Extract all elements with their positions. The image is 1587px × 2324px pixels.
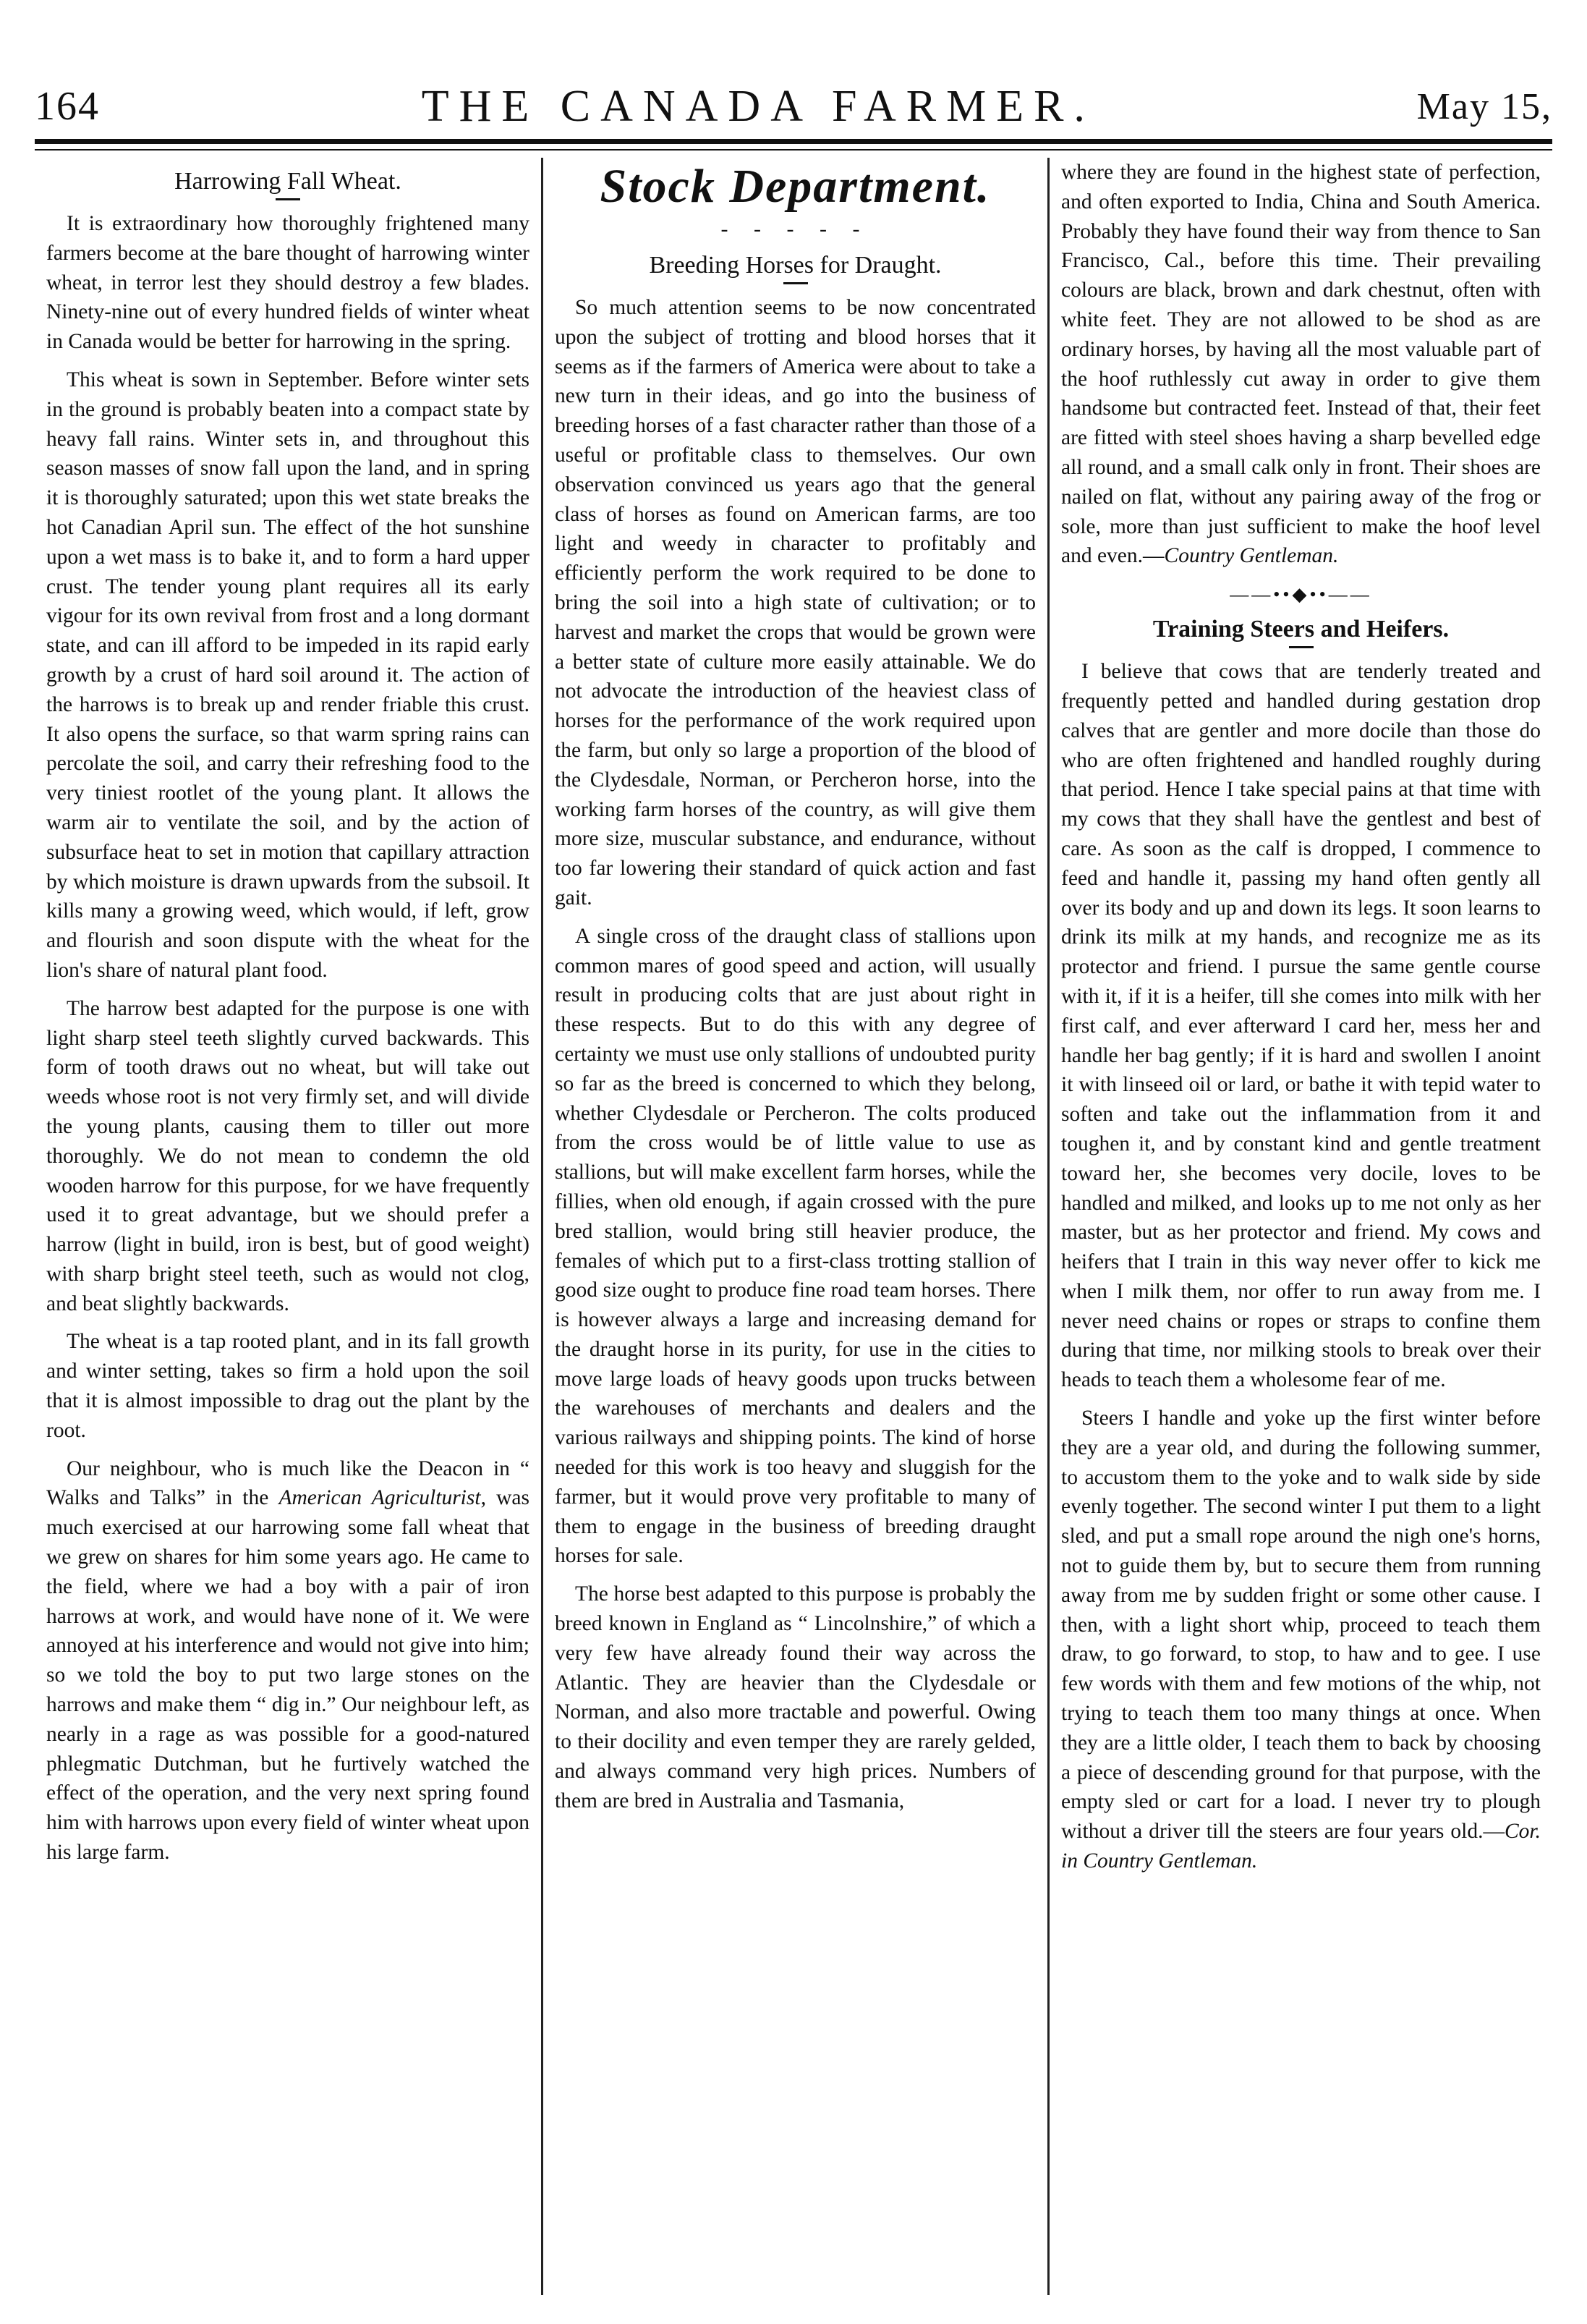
header-rule-thin — [35, 149, 1552, 150]
paragraph — [1061, 1404, 1541, 1876]
publication-title: THE CANADA FARMER. — [421, 81, 1095, 131]
paragraph — [46, 1454, 529, 1867]
paragraph: The harrow best adapted for the purpose is one with light sharp steel teeth slightly curved backwards. This form of tooth draws out no wheat, but will take out weeds whose root is not very firmly set, and will divide the young plants, causing them to tiller out more thoroughly. We do not mean to condemn the old wooden harrow for this purpose, for we have frequently used it to great advantage, but we should prefer a harrow (light in build, iron is best, but of good weight) with sharp bright steel teeth, such as would not clog, and beat slightly backwards. — [46, 996, 529, 1315]
source-credit: Cor. in Country Gentleman. — [1061, 1820, 1541, 1873]
page-header — [35, 67, 1552, 146]
paragraph: It is extraordinary how thoroughly frightened many farmers become at the bare thought of harrowing winter wheat, in terror lest they should destroy a few blades. Ninety-nine out of every hundred fields of winter wheat in Canada would be better for harrowing in the spring. — [46, 212, 529, 354]
title-dash — [1289, 646, 1314, 648]
issue-date-tail: 5, — [1520, 85, 1552, 127]
article-title-training: Training Steers and Heifers. — [1152, 616, 1450, 643]
text-run: Steers I handle and yoke up the first winter before they are a year old, and during the following summer, to accustom them to the yoke and to walk side by side evenly together. The second winter I put them to a light sled, and put a small rope around the nigh one's horns, not to guide them by, but to secure them from running away from me by sudden fright or some other cause. I then, with a light short whip, proceed to teach them draw, to go forward, to stop, to haw and to gee. I use few words with them and few motions of the whip, not trying to teach them too many things at once. When they are a little older, I teach them to back by choosing a piece of descending ground for that purpose, with the empty sled or cart for a load. I never try to plough without a driver till the steers are four years old.— — [1061, 1407, 1541, 1844]
article-title-breeding: Breeding Horses for Draught. — [649, 252, 942, 279]
article-title-harrowing: Harrowing Fall Wheat. — [174, 168, 401, 195]
publication-name: American Agriculturist — [278, 1486, 481, 1510]
section-ornament: ——••◆••—— — [1230, 584, 1372, 606]
paragraph: A single cross of the draught class of stallions upon common mares of good speed and action, will usually result in producing colts that are just about right in these respects. But to do this with any degree of certainty we must use only stallions of undoubted purity so far as the breed is concerned to which they belong, whether Clydesdale or Percheron. The colts produced from the cross would be of little value to use as stallions, but will make excellent farm horses, while the fillies, when old enough, if again crossed with the pure bred stallion, would bring still heavier produce, the females of which put to a first-class trotting stallion of good size ought to produce fine road team horses. There is however always a large and increasing demand for the draught horse in its purity, for use in the cities to move large loads of heavy goods upon trucks between the warehouses of merchants and dealers and the various railways and shipping points. The kind of horse needed for this work is too heavy and sluggish for the farmer, but it would prove very profitable to many of them to engage in the business of breeding draught horses for sale. — [555, 924, 1036, 1568]
paragraph: So much attention seems to be now concentrated upon the subject of trotting and blood horses that it seems as if the farmers of America were about to take a new turn in their ideas, and go into the business of breeding horses of a fast character rather than those of a useful or profitable class to themselves. Our own observation convinced us years ago that the general class of horses as found on American farms, are too light and weedy in character to profitably and efficiently perform the work required to be done to bring the soil into a high state of cultivation; or to harvest and market the crops that would be grown were a better state of culture more easily attainable. We do not advocate the introduction of the heaviest class of horses for the performance of the work required upon the farm, but only so large a proportion of the blood of the Clydesdale, Norman, or Percheron horse, into the working farm horses of the country, as will give them more size, muscular substance, and endurance, without too far lowering their standard of quick action and fast gait. — [555, 296, 1036, 909]
column-2 — [541, 158, 1047, 2295]
text-run: Our neighbour, who is much like the Deacon in “ Walks and Talks” in the — [46, 1456, 529, 1510]
department-title: Stock Department. — [600, 160, 991, 213]
paragraph: The wheat is a tap rooted plant, and in its fall growth and winter setting, takes so firm a hold upon the soil that it is almost impossible to drag out the plant by the root. — [46, 1330, 529, 1442]
text-run: where they are found in the highest state of perfection, and often exported to India, China and South America. Probably they have found their way from thence to San Francisco, Cal., before this time. Their prevailing colours are black, brown and dark chestnut, often with white feet. They are not allowed to be shod as are ordinary horses, by having all the most valuable part of the hoof ruthlessly cut away in order to give them handsome but contracted feet. Instead of that, their feet are fitted with steel shoes having a sharp bevelled edge all round, and a small calk only in front. Their shoes are nailed on flat, without any pairing away of the frog or sole, more than just sufficient to make the hoof level and even.— — [1061, 161, 1541, 568]
text-run: , was much exercised at our harrowing some fall wheat that we grew on shares for him some years ago. He came to the field, where we had a boy with a pair of iron harrows at work, and would have none of it. We were annoyed at his interference and would not give into him; so we told the boy to put two large stones on the harrows and make them “ dig in.” Our neighbour left, as nearly in a rage as was possible for a good-natured phlegmatic Dutchman, but he furtively watched the effect of the operation, and the very next spring found him with harrows upon every field of winter wheat upon his large farm. — [46, 1486, 529, 1865]
department-dots: - - - - - — [720, 217, 870, 241]
title-dash — [783, 282, 808, 284]
issue-date-month: May 1 — [1416, 85, 1521, 127]
paragraph — [1061, 158, 1541, 571]
paragraph: I believe that cows that are tenderly treated and frequently petted and handled during gestation drop calves that are gentler and more docile than those do who are often frightened and handled roughly during that period. Hence I take special pains at that time with my cows that they shall have the gentlest and best of care. As soon as the calf is dropped, I commence to feed and handle it, passing my hand often gently all over its body and up and down its legs. It soon learns to drink its milk at my hands, and recognize me as its protector and friend. I pursue the same gentle course with it, if it is a heifer, till she comes into milk with her first calf, and ever afterward I card her, mess her and handle her bag gently; if it is hard and swollen I anoint it with linseed oil or lard, or bathe it with tepid water to soften and take out the inflammation from it and toughen it, and by constant kind and gentle treatment toward her, she becomes very docile, loves to be handled and milked, and looks up to me not only as her master, but as her protector and friend. My cows and heifers that I train in this way never offer to kick me when I milk them, nor offer to run away from me. I never need chains or ropes or straps to confine them during that time, nor milking stools to break over their heads to teach them a wholesome fear of me. — [1061, 660, 1541, 1392]
header-rule-thick — [35, 139, 1552, 144]
page-number: 164 — [35, 84, 100, 129]
title-dash — [276, 198, 300, 200]
issue-date — [1417, 85, 1552, 128]
article-columns — [35, 158, 1552, 2295]
source-credit: Country Gentleman. — [1164, 544, 1339, 568]
column-1 — [35, 158, 541, 2295]
paragraph: This wheat is sown in September. Before winter sets in the ground is probably beaten into a compact state by heavy fall rains. Winter sets in, and throughout this season masses of snow fall upon the land, and in spring it is thoroughly saturated; upon this wet state breaks the hot Canadian April sun. The effect of the hot sunshine upon a wet mass is to bake it, and to form a hard upper crust. The tender young plant requires all its early vigour for its own revival from frost and a long dormant state, and can ill afford to be impeded in its rapid early growth by a crust of hard soil around it. The action of the harrows is to break up and render friable this crust. It also opens the surface, so that warm spring rains can percolate the soil, and carry their refreshing food to the very tiniest rootlet of the young plant. It allows the warm air to ventilate the soil, and by the action of subsurface heat to set in motion that capillary attraction by which moisture is drawn upwards from the subsoil. It kills many a growing weed, which would, if left, grow and flourish and soon dispute with the wheat for the lion's share of natural plant food. — [46, 368, 529, 982]
paragraph: The horse best adapted to this purpose is probably the breed known in England as “ Lincolnshire,” of which a very few have already found their way across the Atlantic. They are heavier than the Clydesdale or Norman, and also more tractable and powerful. Owing to their docility and even temper they are rarely gelded, and always command very high prices. Numbers of them are bred in Australia and Tasmania, — [555, 1582, 1036, 1812]
column-3 — [1047, 158, 1552, 2295]
